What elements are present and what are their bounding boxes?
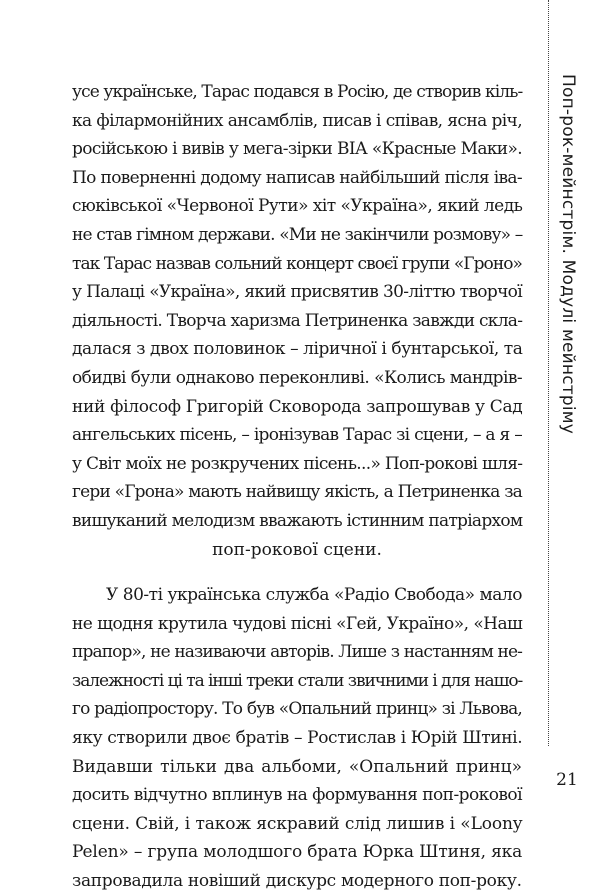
text-line: Pelen» – група молодшого брата Юрка Штиня, яка <box>72 842 523 863</box>
text-line: у Світ моїх не розкручених пісень...» Поп-рокові шля- <box>72 453 523 474</box>
text-line: діяльності. Творча харизма Петриненка завжди скла- <box>72 310 523 331</box>
text-line: вишуканий мелодизм вважають істинним патріархом <box>72 510 523 531</box>
text-line: усе українське, Тарас подався в Росію, де створив кіль- <box>72 82 523 102</box>
text-line: запровадила новіший дискурс модерного поп-року. <box>72 871 522 892</box>
running-head <box>548 74 588 474</box>
text-line: ка філармонійних ансамблів, писав і співав, ясна річ, <box>72 110 522 131</box>
text-line: гери «Грона» мають найвищу якість, а Петриненка за <box>72 482 522 503</box>
text-line: не щодня крутила чудові пісні «Гей, Україно», «Наш <box>72 613 523 634</box>
text-line: не став гімном держави. «Ми не закінчили розмову» – <box>72 224 523 245</box>
text-line: сцени. Свій, і також яскравий слід лишив і «Loony <box>72 813 523 834</box>
paragraph-gap <box>72 564 522 581</box>
text-line: досить відчутно вплинув на формування поп-рокової <box>72 785 522 806</box>
text-line: Видавши тільки два альбоми, «Опальний принц» <box>72 756 522 777</box>
text-line: ангельських пісень, – іронізував Тарас зі сцени, – а я – <box>72 425 522 446</box>
text-line: яку створили двоє братів – Ростислав і Юрій Штині. <box>72 728 523 749</box>
text-line: російською і вивів у мега-зірки ВІА «Красные Маки». <box>72 139 522 160</box>
text-line: По поверненні додому написав найбільший після іва- <box>72 167 522 188</box>
text-line: го радіопростору. То був «Опальний принц» зі Львова, <box>72 699 522 720</box>
text-line: ний філософ Григорій Сковорода запрошував у Сад <box>72 396 523 417</box>
text-line: обидві були однаково переконливі. «Колись мандрів- <box>72 367 523 388</box>
paragraph-2 <box>72 581 522 896</box>
paragraph-1 <box>72 78 522 564</box>
text-line: поп-рокової сцени. <box>212 539 382 560</box>
page-number: 21 <box>556 770 578 790</box>
body-text <box>72 78 522 896</box>
text-line: У 80-ті українська служба «Радіо Свобода» мало <box>106 585 522 606</box>
running-head-text: Поп-рок-мейнстрім. Модулі мейнстріму <box>558 74 578 435</box>
text-line: у Палаці «Україна», який присвятив 30-літтю творчої <box>72 282 522 303</box>
text-line: далася з двох половинок – ліричної і бунтарської, та <box>72 339 523 360</box>
text-line: сюківської «Червоної Рути» хіт «Україна», який ледь <box>72 196 523 217</box>
text-line: залежності ці та інші треки стали звичними і для нашо- <box>72 670 523 691</box>
text-line: прапор», не називаючи авторів. Лише з настанням не- <box>72 642 522 663</box>
text-line: так Тарас назвав сольний концерт своєї групи «Гроно» <box>72 253 522 274</box>
